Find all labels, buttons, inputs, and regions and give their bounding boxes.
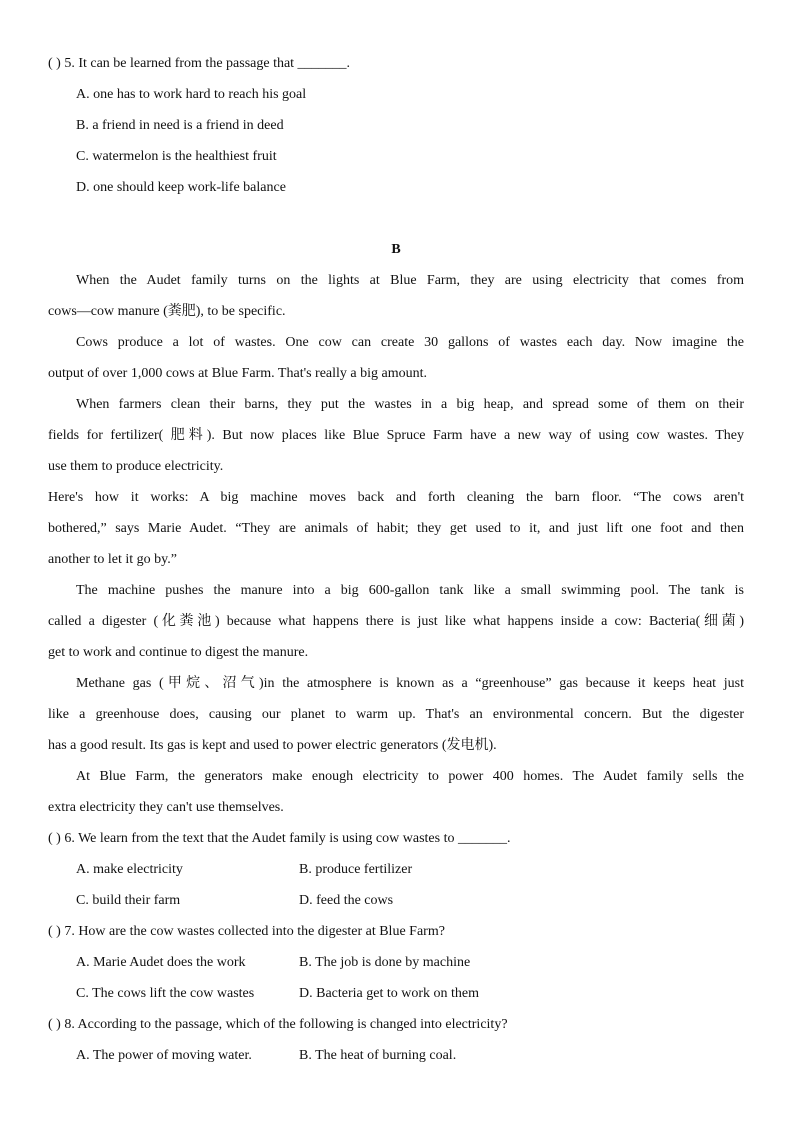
passage-line: fields for fertilizer( 肥料). But now places like Blue Spruce Farm have a new way of using cow wastes. They bbox=[48, 428, 744, 443]
passage-line: Cows produce a lot of wastes. One cow can create 30 gallons of wastes each day. Now imagine the bbox=[76, 335, 744, 350]
passage-line: another to let it go by.” bbox=[48, 552, 177, 567]
spacer bbox=[48, 203, 744, 234]
q7-option-d: D. Bacteria get to work on them bbox=[299, 986, 480, 1001]
q5-option-b: B. a friend in need is a friend in deed bbox=[76, 118, 284, 133]
passage-line: Methane gas (甲烷、沼气)in the atmosphere is known as a “greenhouse” gas because it keeps heat just bbox=[76, 676, 744, 691]
section-title: B bbox=[391, 242, 401, 257]
q7-option-b: B. The job is done by machine bbox=[299, 955, 471, 970]
passage-line: Here's how it works: A big machine moves back and forth cleaning the barn floor. “The cows aren't bbox=[48, 490, 744, 505]
passage-line: bothered,” says Marie Audet. “They are animals of habit; they get used to it, and just lift one foot and then bbox=[48, 521, 744, 536]
passage-line: The machine pushes the manure into a big 600-gallon tank like a small swimming pool. The tank is bbox=[76, 583, 744, 598]
q5-stem: ( ) 5. It can be learned from the passage that _______. bbox=[48, 56, 351, 71]
passage-line: use them to produce electricity. bbox=[48, 459, 224, 474]
q6-option-a: A. make electricity bbox=[76, 862, 183, 877]
q7-options-row1 bbox=[48, 947, 744, 978]
passage-line: like a greenhouse does, causing our planet to warm up. That's an environmental concern. But the digester bbox=[48, 707, 744, 722]
q6-option-b: B. produce fertilizer bbox=[299, 862, 413, 877]
passage-line: get to work and continue to digest the manure. bbox=[48, 645, 309, 660]
q8-stem: ( ) 8. According to the passage, which of the following is changed into electricity? bbox=[48, 1017, 508, 1032]
q8-option-a: A. The power of moving water. bbox=[76, 1048, 252, 1063]
passage-line: called a digester (化粪池) because what happens there is just like what happens inside a cow: Bacteria(细菌) bbox=[48, 614, 744, 629]
q7-stem: ( ) 7. How are the cow wastes collected into the digester at Blue Farm? bbox=[48, 924, 445, 939]
passage-line: output of over 1,000 cows at Blue Farm. That's really a big amount. bbox=[48, 366, 428, 381]
q8-option-b: B. The heat of burning coal. bbox=[299, 1048, 457, 1063]
passage-line: has a good result. Its gas is kept and used to power electric generators (发电机). bbox=[48, 738, 497, 753]
q7-options-row2 bbox=[48, 978, 744, 1009]
q7-option-a: A. Marie Audet does the work bbox=[76, 955, 246, 970]
q7-option-c: C. The cows lift the cow wastes bbox=[76, 986, 255, 1001]
q6-option-d: D. feed the cows bbox=[299, 893, 394, 908]
q6-options-row1 bbox=[48, 854, 744, 885]
exam-page bbox=[48, 48, 744, 1071]
passage-line: When farmers clean their barns, they put the wastes in a big heap, and spread some of them on their bbox=[76, 397, 744, 412]
q6-options-row2 bbox=[48, 885, 744, 916]
q8-options-row1 bbox=[48, 1040, 744, 1071]
passage-line: cows—cow manure (粪肥), to be specific. bbox=[48, 304, 286, 319]
q5-option-d: D. one should keep work-life balance bbox=[76, 180, 286, 195]
passage-line: At Blue Farm, the generators make enough electricity to power 400 homes. The Audet family sells the bbox=[76, 769, 744, 784]
passage-line: extra electricity they can't use themselves. bbox=[48, 800, 284, 815]
q6-stem: ( ) 6. We learn from the text that the Audet family is using cow wastes to _______. bbox=[48, 831, 511, 846]
q5-option-c: C. watermelon is the healthiest fruit bbox=[76, 149, 277, 164]
q5-option-a: A. one has to work hard to reach his goal bbox=[76, 87, 307, 102]
passage bbox=[48, 265, 744, 823]
q6-option-c: C. build their farm bbox=[76, 893, 181, 908]
passage-line: When the Audet family turns on the lights at Blue Farm, they are using electricity that comes from bbox=[76, 273, 744, 288]
